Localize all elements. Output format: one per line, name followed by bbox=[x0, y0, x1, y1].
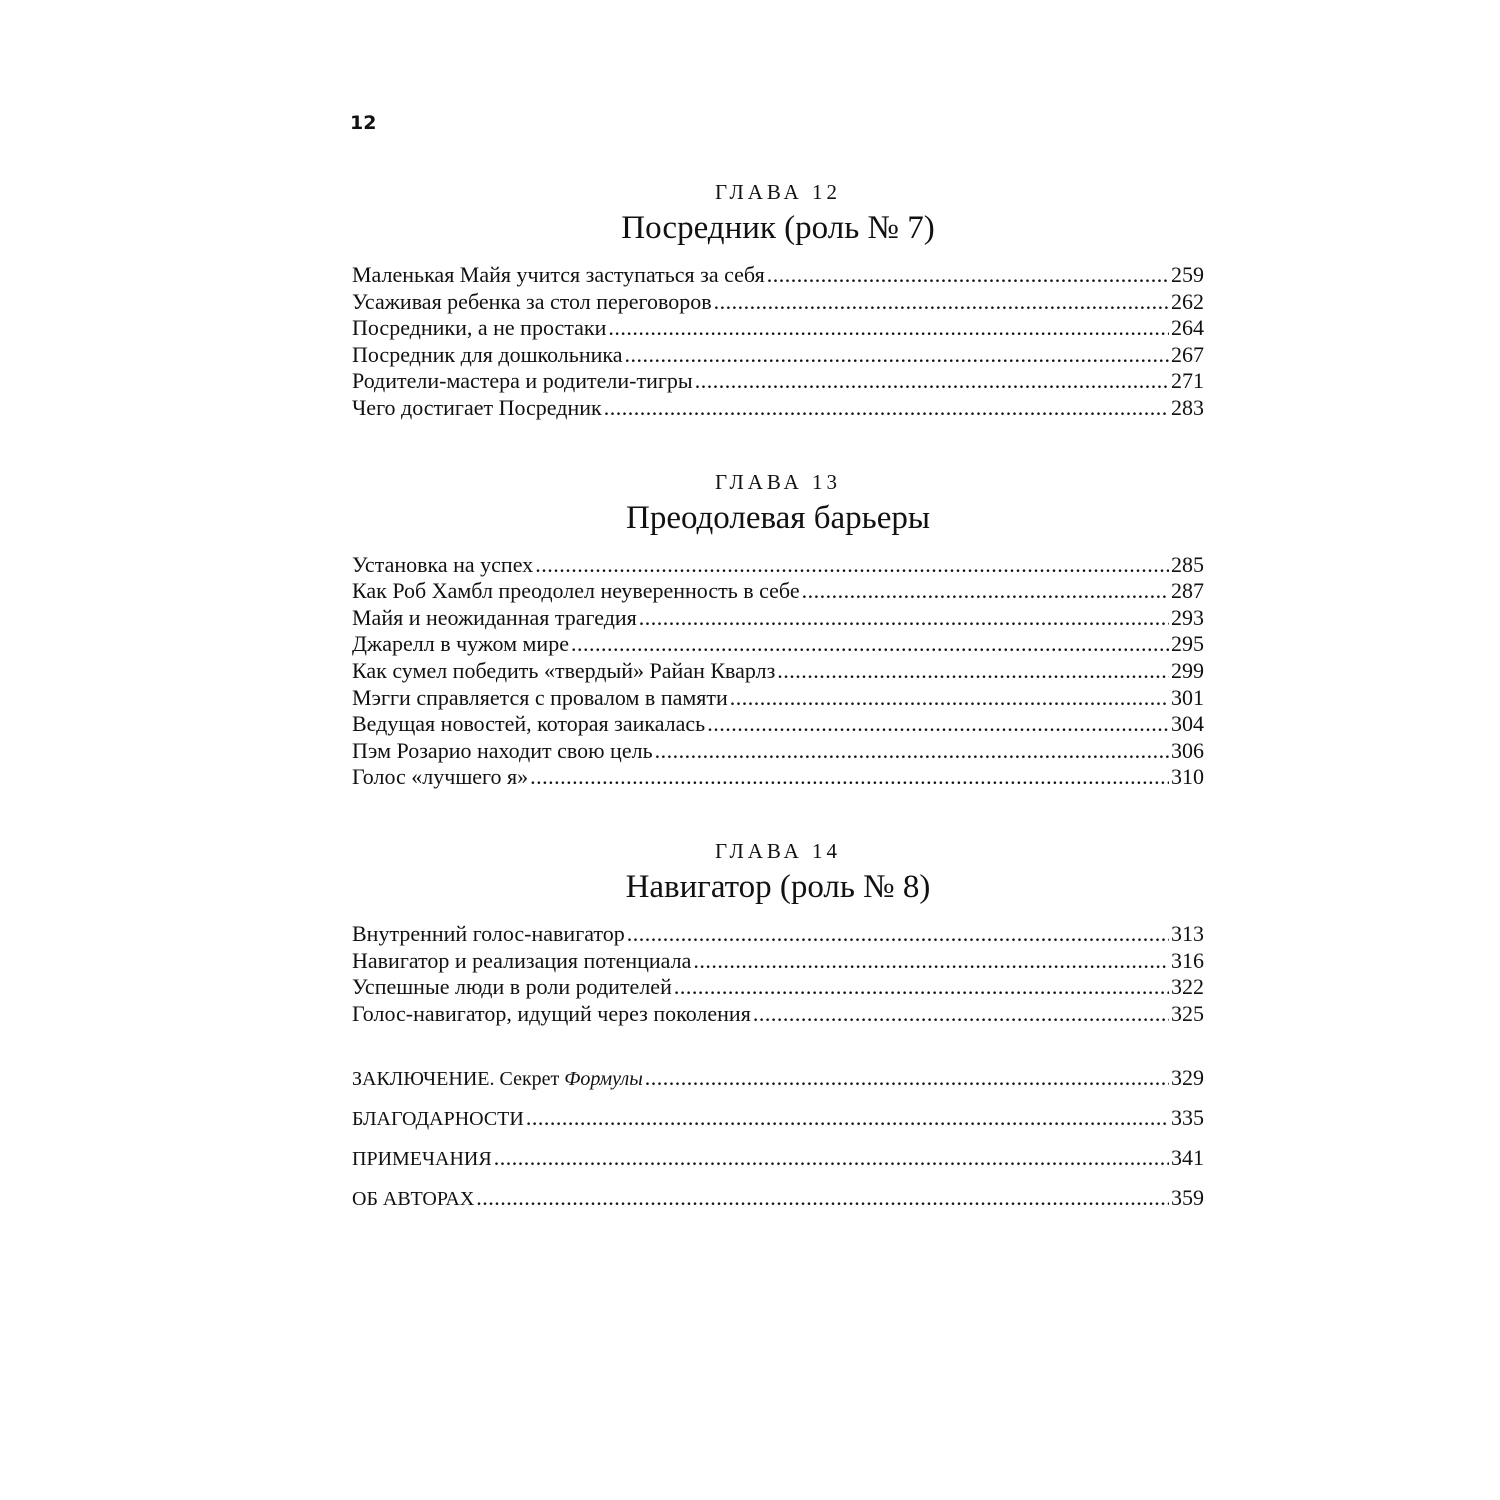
toc-entry-title: Посредники, а не простаки bbox=[352, 315, 607, 341]
toc-entry[interactable] bbox=[352, 342, 1204, 369]
toc-entry[interactable] bbox=[352, 289, 1204, 316]
dot-leader bbox=[604, 395, 1169, 422]
toc-entry-page: 287 bbox=[1171, 578, 1204, 604]
dot-leader bbox=[530, 764, 1169, 791]
toc-entry-title: Голос «лучшего я» bbox=[352, 764, 529, 790]
toc-entry-page: 322 bbox=[1171, 974, 1204, 1000]
toc-entry[interactable] bbox=[352, 605, 1204, 632]
chapter-label: ГЛАВА 12 bbox=[714, 180, 842, 204]
toc-entry-title-text: ЗАКЛЮЧЕНИЕ. Секрет bbox=[352, 1068, 565, 1091]
toc-entry-title: Как Роб Хамбл преодолел неуверенность в себе bbox=[352, 578, 800, 604]
toc-entry-page: 299 bbox=[1171, 657, 1204, 683]
toc-entry-title: Пэм Розарио находит свою цель bbox=[352, 737, 653, 763]
spacer bbox=[352, 791, 1204, 835]
toc-entry-page: 313 bbox=[1171, 920, 1204, 946]
toc-entry[interactable] bbox=[352, 578, 1204, 605]
dot-leader bbox=[707, 711, 1169, 738]
dot-leader bbox=[494, 1145, 1169, 1171]
toc-entry[interactable] bbox=[352, 685, 1204, 712]
toc-entry[interactable] bbox=[352, 315, 1204, 342]
toc-entry-title: Как сумел победить «твердый» Райан Кварлз bbox=[352, 657, 776, 683]
chapter-13 bbox=[352, 466, 1204, 791]
toc-entry-title: Успешные люди в роли родителей bbox=[352, 974, 672, 1000]
toc-entry-page: 341 bbox=[1171, 1145, 1204, 1171]
dot-leader bbox=[645, 1065, 1169, 1091]
table-of-contents bbox=[352, 176, 1204, 1225]
toc-entry-page: 310 bbox=[1171, 764, 1204, 790]
toc-entry[interactable] bbox=[352, 262, 1204, 289]
toc-entry-title: Посредник для дошкольника bbox=[352, 341, 623, 367]
toc-entry-title bbox=[352, 1066, 643, 1092]
toc-entry-title: Навигатор и реализация потенциала bbox=[352, 947, 692, 973]
toc-entry[interactable] bbox=[352, 1001, 1204, 1028]
toc-entry-about-authors[interactable] bbox=[352, 1185, 1204, 1211]
toc-entry-page: 359 bbox=[1171, 1185, 1204, 1211]
toc-entry[interactable] bbox=[352, 552, 1204, 579]
toc-entry-page: 293 bbox=[1171, 604, 1204, 630]
dot-leader bbox=[627, 921, 1169, 948]
toc-entry[interactable] bbox=[352, 738, 1204, 765]
dot-leader bbox=[526, 1105, 1169, 1131]
dot-leader bbox=[476, 1185, 1169, 1211]
toc-entry-title: Ведущая новостей, которая заикалась bbox=[352, 711, 706, 737]
chapter-label: ГЛАВА 13 bbox=[714, 469, 842, 494]
chapter-12 bbox=[352, 176, 1204, 422]
page-number: 12 bbox=[350, 112, 377, 134]
chapter-title: Посредник (роль № 7) bbox=[621, 210, 935, 246]
toc-entry-title: Родители-мастера и родители-тигры bbox=[352, 368, 693, 394]
toc-entry[interactable] bbox=[352, 631, 1204, 658]
toc-entry-title: Усаживая ребенка за стол переговоров bbox=[352, 288, 712, 314]
toc-entry[interactable] bbox=[352, 658, 1204, 685]
dot-leader bbox=[753, 1001, 1169, 1028]
toc-entry-page: 264 bbox=[1171, 315, 1204, 341]
toc-entry[interactable] bbox=[352, 764, 1204, 791]
toc-entry-title: ОБ АВТОРАХ bbox=[352, 1188, 475, 1211]
toc-entry-page: 271 bbox=[1171, 368, 1204, 394]
toc-entry-page: 262 bbox=[1171, 288, 1204, 314]
dot-leader bbox=[655, 738, 1169, 765]
toc-entry-title: Майя и неожиданная трагедия bbox=[352, 604, 637, 630]
toc-entry[interactable] bbox=[352, 395, 1204, 422]
dot-leader bbox=[693, 948, 1169, 975]
toc-entry[interactable] bbox=[352, 948, 1204, 975]
toc-entry-conclusion[interactable] bbox=[352, 1065, 1204, 1091]
dot-leader bbox=[639, 605, 1169, 632]
chapter-title: Навигатор (роль № 8) bbox=[625, 868, 931, 905]
dot-leader bbox=[608, 315, 1169, 342]
toc-entry-title: БЛАГОДАРНОСТИ bbox=[352, 1108, 524, 1131]
toc-entry-page: 329 bbox=[1171, 1065, 1204, 1091]
dot-leader bbox=[777, 658, 1169, 685]
toc-entry-title: Джарелл в чужом мире bbox=[352, 631, 569, 657]
toc-entry-title: Маленькая Майя учится заступаться за себя bbox=[352, 262, 765, 287]
dot-leader bbox=[674, 974, 1169, 1001]
dot-leader bbox=[535, 552, 1169, 579]
toc-entry[interactable] bbox=[352, 711, 1204, 738]
toc-entry-page: 285 bbox=[1171, 551, 1204, 577]
toc-entry-page: 267 bbox=[1171, 341, 1204, 367]
dot-leader bbox=[571, 631, 1169, 658]
dot-leader bbox=[730, 685, 1169, 712]
toc-entry-title: ПРИМЕЧАНИЯ bbox=[352, 1148, 492, 1171]
toc-entry-title: Голос-навигатор, идущий через поколения bbox=[352, 1000, 751, 1026]
toc-entry-title: Установка на успех bbox=[352, 551, 534, 577]
dot-leader bbox=[767, 262, 1169, 289]
toc-entry-page: 304 bbox=[1171, 711, 1204, 737]
toc-entry[interactable] bbox=[352, 368, 1204, 395]
toc-entry-title: Чего достигает Посредник bbox=[352, 394, 602, 420]
dot-leader bbox=[802, 578, 1169, 605]
toc-entry-page: 283 bbox=[1171, 394, 1204, 420]
toc-entry-title: Мэгги справляется с провалом в памяти bbox=[352, 684, 728, 710]
chapter-14 bbox=[352, 835, 1204, 1027]
toc-entry-page: 306 bbox=[1171, 737, 1204, 763]
toc-entry-page: 295 bbox=[1171, 631, 1204, 657]
toc-entry-page: 316 bbox=[1171, 947, 1204, 973]
chapter-title: Преодолевая барьеры bbox=[625, 499, 931, 536]
toc-entry-page: 325 bbox=[1171, 1000, 1204, 1026]
chapter-label: ГЛАВА 14 bbox=[714, 838, 842, 863]
toc-entry-title-italic: Формулы bbox=[564, 1068, 643, 1091]
dot-leader bbox=[714, 289, 1169, 316]
toc-entry-page: 335 bbox=[1171, 1105, 1204, 1131]
spacer bbox=[352, 422, 1204, 466]
toc-entry-notes[interactable] bbox=[352, 1145, 1204, 1171]
toc-entry[interactable] bbox=[352, 974, 1204, 1001]
dot-leader bbox=[625, 342, 1170, 369]
toc-entry-acknowledgements[interactable] bbox=[352, 1105, 1204, 1131]
back-matter bbox=[352, 1065, 1204, 1211]
toc-entry-page: 301 bbox=[1171, 684, 1204, 710]
toc-entry-page: 259 bbox=[1171, 262, 1204, 287]
toc-entry-title: Внутренний голос-навигатор bbox=[352, 920, 625, 946]
toc-entry[interactable] bbox=[352, 921, 1204, 948]
dot-leader bbox=[695, 368, 1169, 395]
